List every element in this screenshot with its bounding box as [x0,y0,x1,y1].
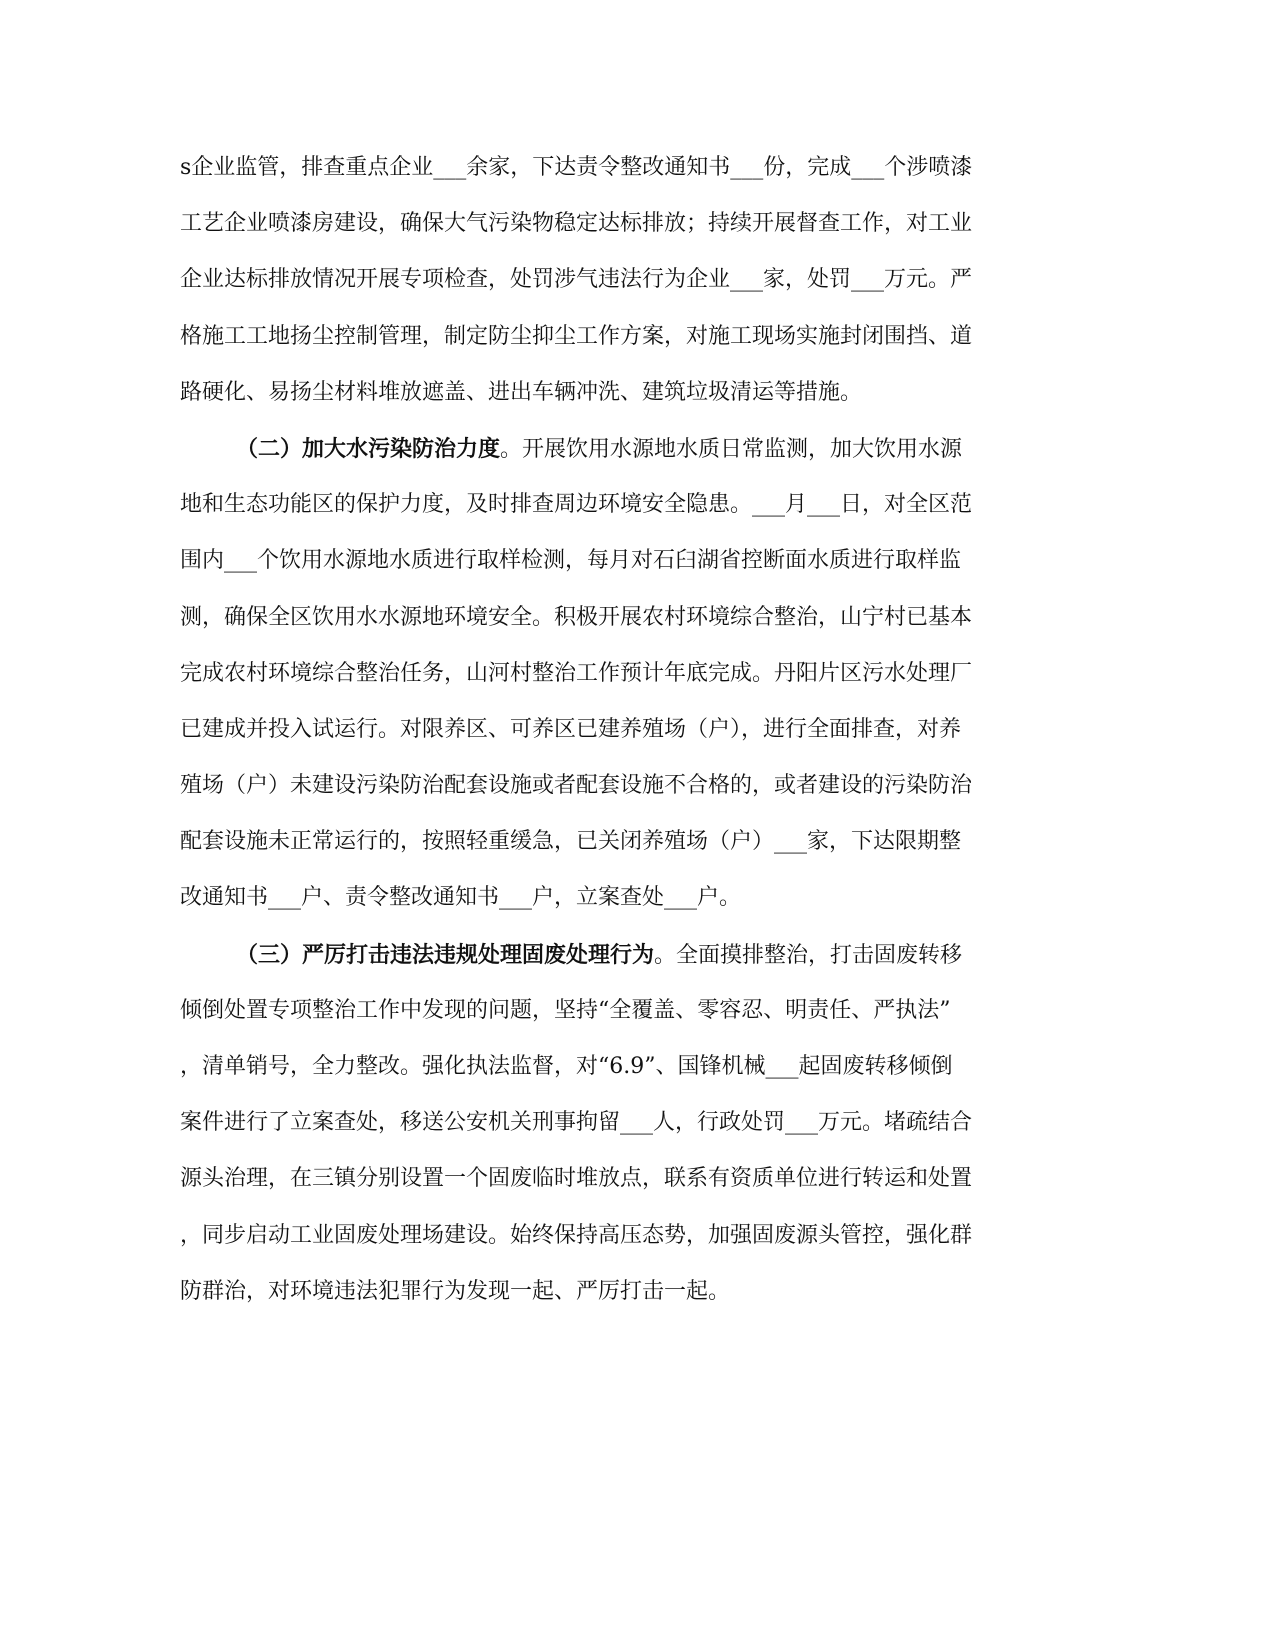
paragraph-air-pollution [180,140,1095,421]
text-line [180,421,1095,477]
text-line: 源头治理，在三镇分别设置一个固废临时堆放点，联系有资质单位进行转运和处置 [180,1166,973,1192]
text-line: ，同步启动工业固废处理场建设。始终保持高压态势，加强固废源头管控，强化群 [180,1222,973,1248]
text-run: 。全面摸排整治，打击固废转移 [654,942,963,968]
text-line: 围内___个饮用水源地水质进行取样检测，每月对石臼湖省控断面水质进行取样监 [180,548,962,574]
text-line: ，清单销号，全力整改。强化执法监督，对“6.9”、国锋机械___起固废转移倾倒 [180,1054,953,1079]
text-line: 防群治，对环境违法犯罪行为发现一起、严厉打击一起。 [180,1278,731,1304]
text-line: 配套设施未正常运行的，按照轻重缓急，已关闭养殖场（户）___家，下达限期整 [180,829,962,855]
text-line: 殖场（户）未建设污染防治配套设施或者配套设施不合格的，或者建设的污染防治 [180,773,973,799]
text-line: 改通知书___户、责令整改通知书___户，立案查处___户。 [180,885,742,911]
text-line: 倾倒处置专项整治工作中发现的问题，坚持“全覆盖、零容忍、明责任、严执法” [180,997,951,1023]
text-line: s企业监管，排查重点企业___余家，下达责令整改通知书___份，完成___个涉喷漆 [180,155,973,180]
text-line: 地和生态功能区的保护力度，及时排查周边环境安全隐患。___月___日，对全区范 [180,492,973,518]
text-line: 测，确保全区饮用水水源地环境安全。积极开展农村环境综合整治，山宁村已基本 [180,604,973,630]
text-line [180,927,1095,983]
text-run: 。开展饮用水源地水质日常监测，加大饮用水源 [500,436,963,462]
text-line: 工艺企业喷漆房建设，确保大气污染物稳定达标排放；持续开展督查工作，对工业 [180,211,973,237]
text-line: 企业达标排放情况开展专项检查，处罚涉气违法行为企业___家，处罚___万元。严 [180,267,973,293]
text-line: 路硬化、易扬尘材料堆放遮盖、进出车辆冲洗、建筑垃圾清运等措施。 [180,379,863,405]
document-body [180,140,1095,1320]
text-line: 完成农村环境综合整治任务，山河村整治工作预计年底完成。丹阳片区污水处理厂 [180,660,973,686]
text-line: 已建成并投入试运行。对限养区、可养区已建养殖场（户），进行全面排查，对养 [180,716,962,742]
text-line: 格施工工地扬尘控制管理，制定防尘抑尘工作方案，对施工现场实施封闭围挡、道 [180,323,973,349]
section-heading: （三）严厉打击违法违规处理固废处理行为 [236,941,655,968]
paragraph-solid-waste [180,927,1095,1320]
section-heading: （二）加大水污染防治力度 [236,435,501,462]
paragraph-water-pollution [180,421,1095,927]
text-line: 案件进行了立案查处，移送公安机关刑事拘留___人，行政处罚___万元。堵疏结合 [180,1110,973,1136]
